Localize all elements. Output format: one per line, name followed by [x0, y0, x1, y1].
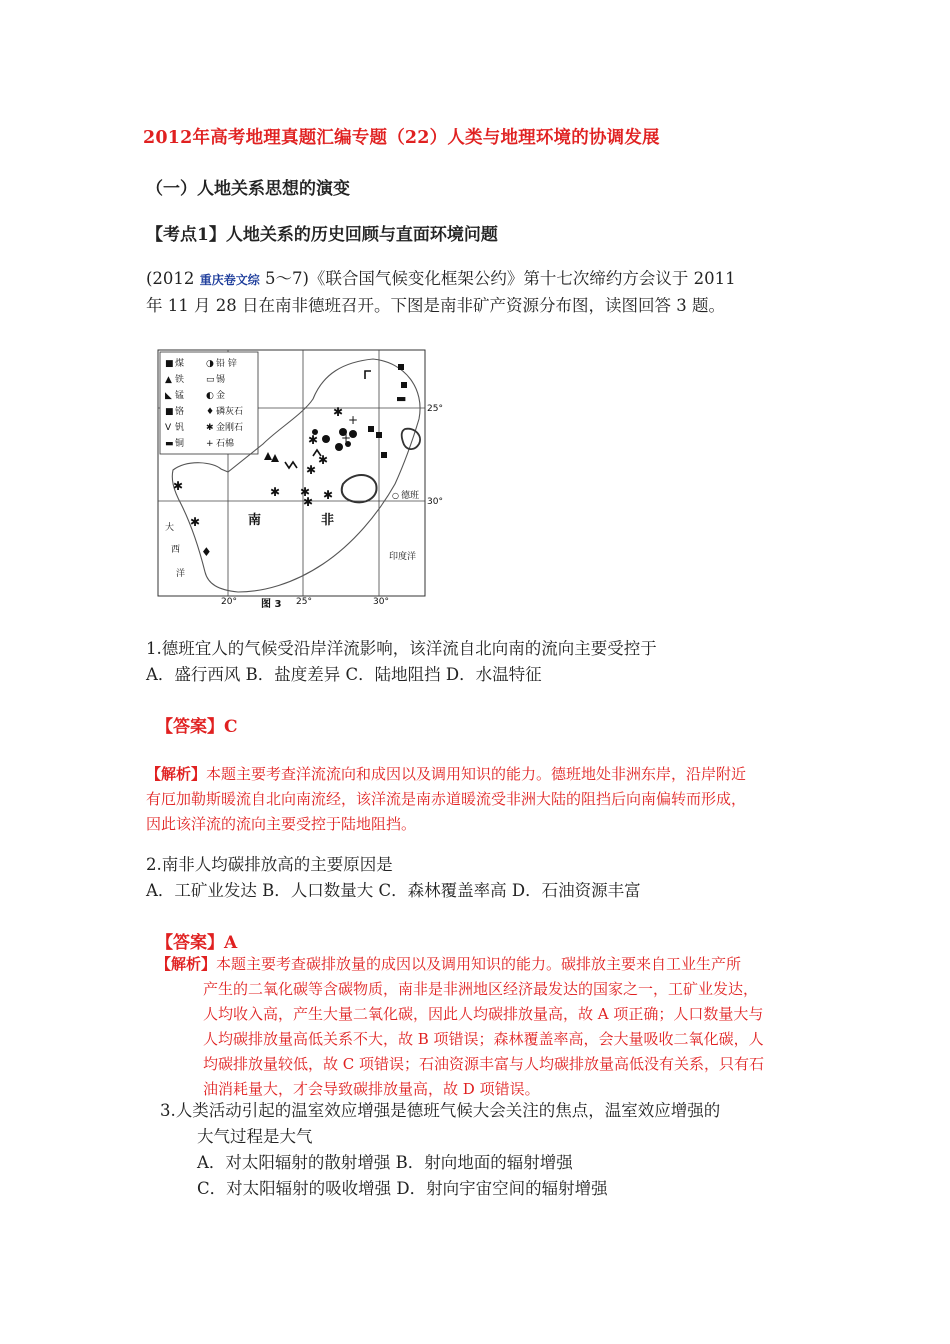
svg-text:✱: ✱: [323, 488, 334, 502]
q3-stem-line-1: 3.人类活动引起的温室效应增强是德班气候大会关注的焦点，温室效应增强的: [160, 1101, 721, 1120]
svg-text:▲: ▲: [165, 375, 172, 385]
svg-text:+: +: [341, 431, 352, 445]
svg-text:+: +: [206, 439, 214, 449]
svg-text:✱: ✱: [333, 405, 344, 419]
svg-text:✱: ✱: [270, 485, 281, 499]
q2-exp-line-4: 人均碳排放量高低关系不大，故 B 项错误；森林覆盖率高，会大量吸收二氧化碳，人: [203, 1030, 764, 1048]
map-svg: [143, 344, 443, 614]
legend-apatite: 磷灰石: [216, 407, 244, 417]
topic-heading: 【考点1】人地关系的历史回顾与直面环境问题: [146, 225, 498, 245]
q3-options-line-2: C．对太阳辐射的吸收增强 D．射向宇宙空间的辐射增强: [197, 1179, 608, 1198]
q1-stem: 1.德班宜人的气候受沿岸洋流影响，该洋流自北向南的流向主要受控于: [146, 639, 657, 658]
svg-text:+: +: [348, 413, 359, 427]
q1-answer-tag: 【答案】: [156, 717, 224, 737]
ocean-atlantic-1: 大: [165, 523, 175, 533]
svg-text:✱: ✱: [300, 485, 311, 499]
document-title: 2012年高考地理真题汇编专题（22）人类与地理环境的协调发展: [143, 128, 660, 148]
legend-lead-zinc: 铅 锌: [216, 359, 237, 369]
lon-label-30: 30°: [373, 597, 389, 607]
svg-text:▬: ▬: [396, 392, 407, 405]
q2-explanation-cont: [203, 977, 818, 1102]
svg-text:✱: ✱: [173, 479, 184, 493]
q2-exp-line-5: 均碳排放量较低，故 C 项错误；石油资源丰富与人均碳排放量高低没有关系，只有石: [203, 1055, 765, 1073]
q2-exp-tag: 【解析】: [156, 955, 217, 973]
svg-text:■: ■: [165, 407, 174, 417]
q1-answer: [156, 712, 238, 737]
city-durban: 德班: [401, 491, 420, 501]
legend-manganese: 锰: [175, 391, 185, 401]
legend-tin: 锡: [216, 375, 226, 385]
svg-text:✱: ✱: [308, 433, 319, 447]
legend-diamond: 金刚石: [216, 423, 244, 433]
intro-line1: 5～7)《联合国气候变化框架公约》第十七次缔约方会议于 2011: [259, 269, 736, 288]
q2-options: A．工矿业发达 B．人口数量大 C．森林覆盖率高 D．石油资源丰富: [146, 881, 641, 900]
legend-iron: 铁: [175, 375, 185, 385]
source-tag: 重庆卷文综: [199, 273, 260, 287]
legend-gold: 金: [216, 391, 226, 401]
legend-vanadium: 钒: [175, 423, 185, 433]
q2-explanation: [156, 952, 816, 977]
legend-chromium: 铬: [175, 407, 185, 417]
q2-answer-value: A: [224, 933, 238, 953]
q2-exp-line-6: 油消耗量大，才会导致碳排放量高，故 D 项错误。: [203, 1080, 540, 1098]
intro-paragraph: [146, 266, 810, 319]
svg-text:✱: ✱: [190, 515, 201, 529]
svg-text:■: ■: [165, 359, 174, 369]
svg-text:V: V: [165, 423, 172, 433]
ocean-atlantic-3: 洋: [176, 569, 186, 579]
svg-text:✱: ✱: [306, 463, 317, 477]
q3-stem-line-2: 大气过程是大气: [197, 1127, 313, 1146]
svg-text:✱: ✱: [318, 453, 329, 467]
q1-exp-line-2: 有厄加勒斯暖流自北向南流经，该洋流是南赤道暖流受非洲大陆的阻挡后向南偏转而形成，: [146, 790, 747, 808]
figure-label: 图 3: [261, 599, 282, 610]
q2-exp-line-1: 本题主要考查碳排放量的成因以及调用知识的能力。碳排放主要来自工业生产所: [216, 955, 742, 973]
south-africa-mineral-map: [143, 344, 443, 614]
svg-text:♦: ♦: [206, 407, 215, 417]
svg-text:▭: ▭: [206, 375, 215, 385]
svg-text:✱: ✱: [303, 495, 314, 509]
q1-explanation: [146, 762, 816, 837]
q1-answer-value: C: [224, 717, 238, 737]
lon-label-25: 25°: [296, 597, 312, 607]
intro-line2: 年 11 月 28 日在南非德班召开。下图是南非矿产资源分布图，读图回答 3 题。: [146, 296, 725, 315]
ocean-atlantic-2: 西: [171, 545, 181, 555]
q2-answer: [156, 928, 237, 953]
swaziland-outline: [402, 429, 420, 449]
svg-text:○: ○: [392, 491, 399, 500]
legend-coal: 煤: [175, 359, 185, 369]
lat-label-30: 30°: [427, 497, 443, 507]
country-label-2: 非: [321, 513, 335, 528]
svg-text:♦: ♦: [201, 545, 212, 559]
svg-text:✱: ✱: [206, 423, 214, 433]
country-label-1: 南: [248, 513, 262, 528]
intro-prefix: (2012: [146, 269, 200, 288]
lon-label-20: 20°: [221, 597, 237, 607]
q1-exp-tag: 【解析】: [146, 765, 207, 783]
q2-answer-tag: 【答案】: [156, 933, 224, 953]
q1-options: A．盛行西风 B．盐度差异 C．陆地阻挡 D．水温特征: [146, 665, 542, 684]
svg-text:◐: ◐: [206, 391, 214, 401]
q2-exp-line-2: 产生的二氧化碳等含碳物质，南非是非洲地区经济最发达的国家之一，工矿业发达，: [203, 980, 759, 998]
q2-exp-line-3: 人均收入高，产生大量二氧化碳，因此人均碳排放量高，故 A 项正确；人口数量大与: [203, 1005, 764, 1023]
lat-label-25: 25°: [427, 404, 443, 414]
q1-exp-line-3: 因此该洋流的流向主要受控于陆地阻挡。: [146, 815, 417, 833]
svg-text:◑: ◑: [206, 359, 214, 369]
lesotho-outline: [342, 475, 377, 502]
ocean-indian: 印度洋: [389, 552, 417, 562]
svg-text:▬: ▬: [165, 439, 174, 449]
section-heading: （一）人地关系思想的演变: [146, 179, 350, 199]
q3-options-line-1: A．对太阳辐射的散射增强 B．射向地面的辐射增强: [197, 1153, 573, 1172]
q2-stem: 2.南非人均碳排放高的主要原因是: [146, 855, 393, 874]
q1-exp-line-1: 本题主要考查洋流流向和成因以及调用知识的能力。德班地处非洲东岸，沿岸附近: [206, 765, 747, 783]
svg-text:◣: ◣: [165, 391, 172, 401]
legend-asbestos: 石棉: [216, 439, 235, 449]
legend-copper: 铜: [175, 439, 185, 449]
